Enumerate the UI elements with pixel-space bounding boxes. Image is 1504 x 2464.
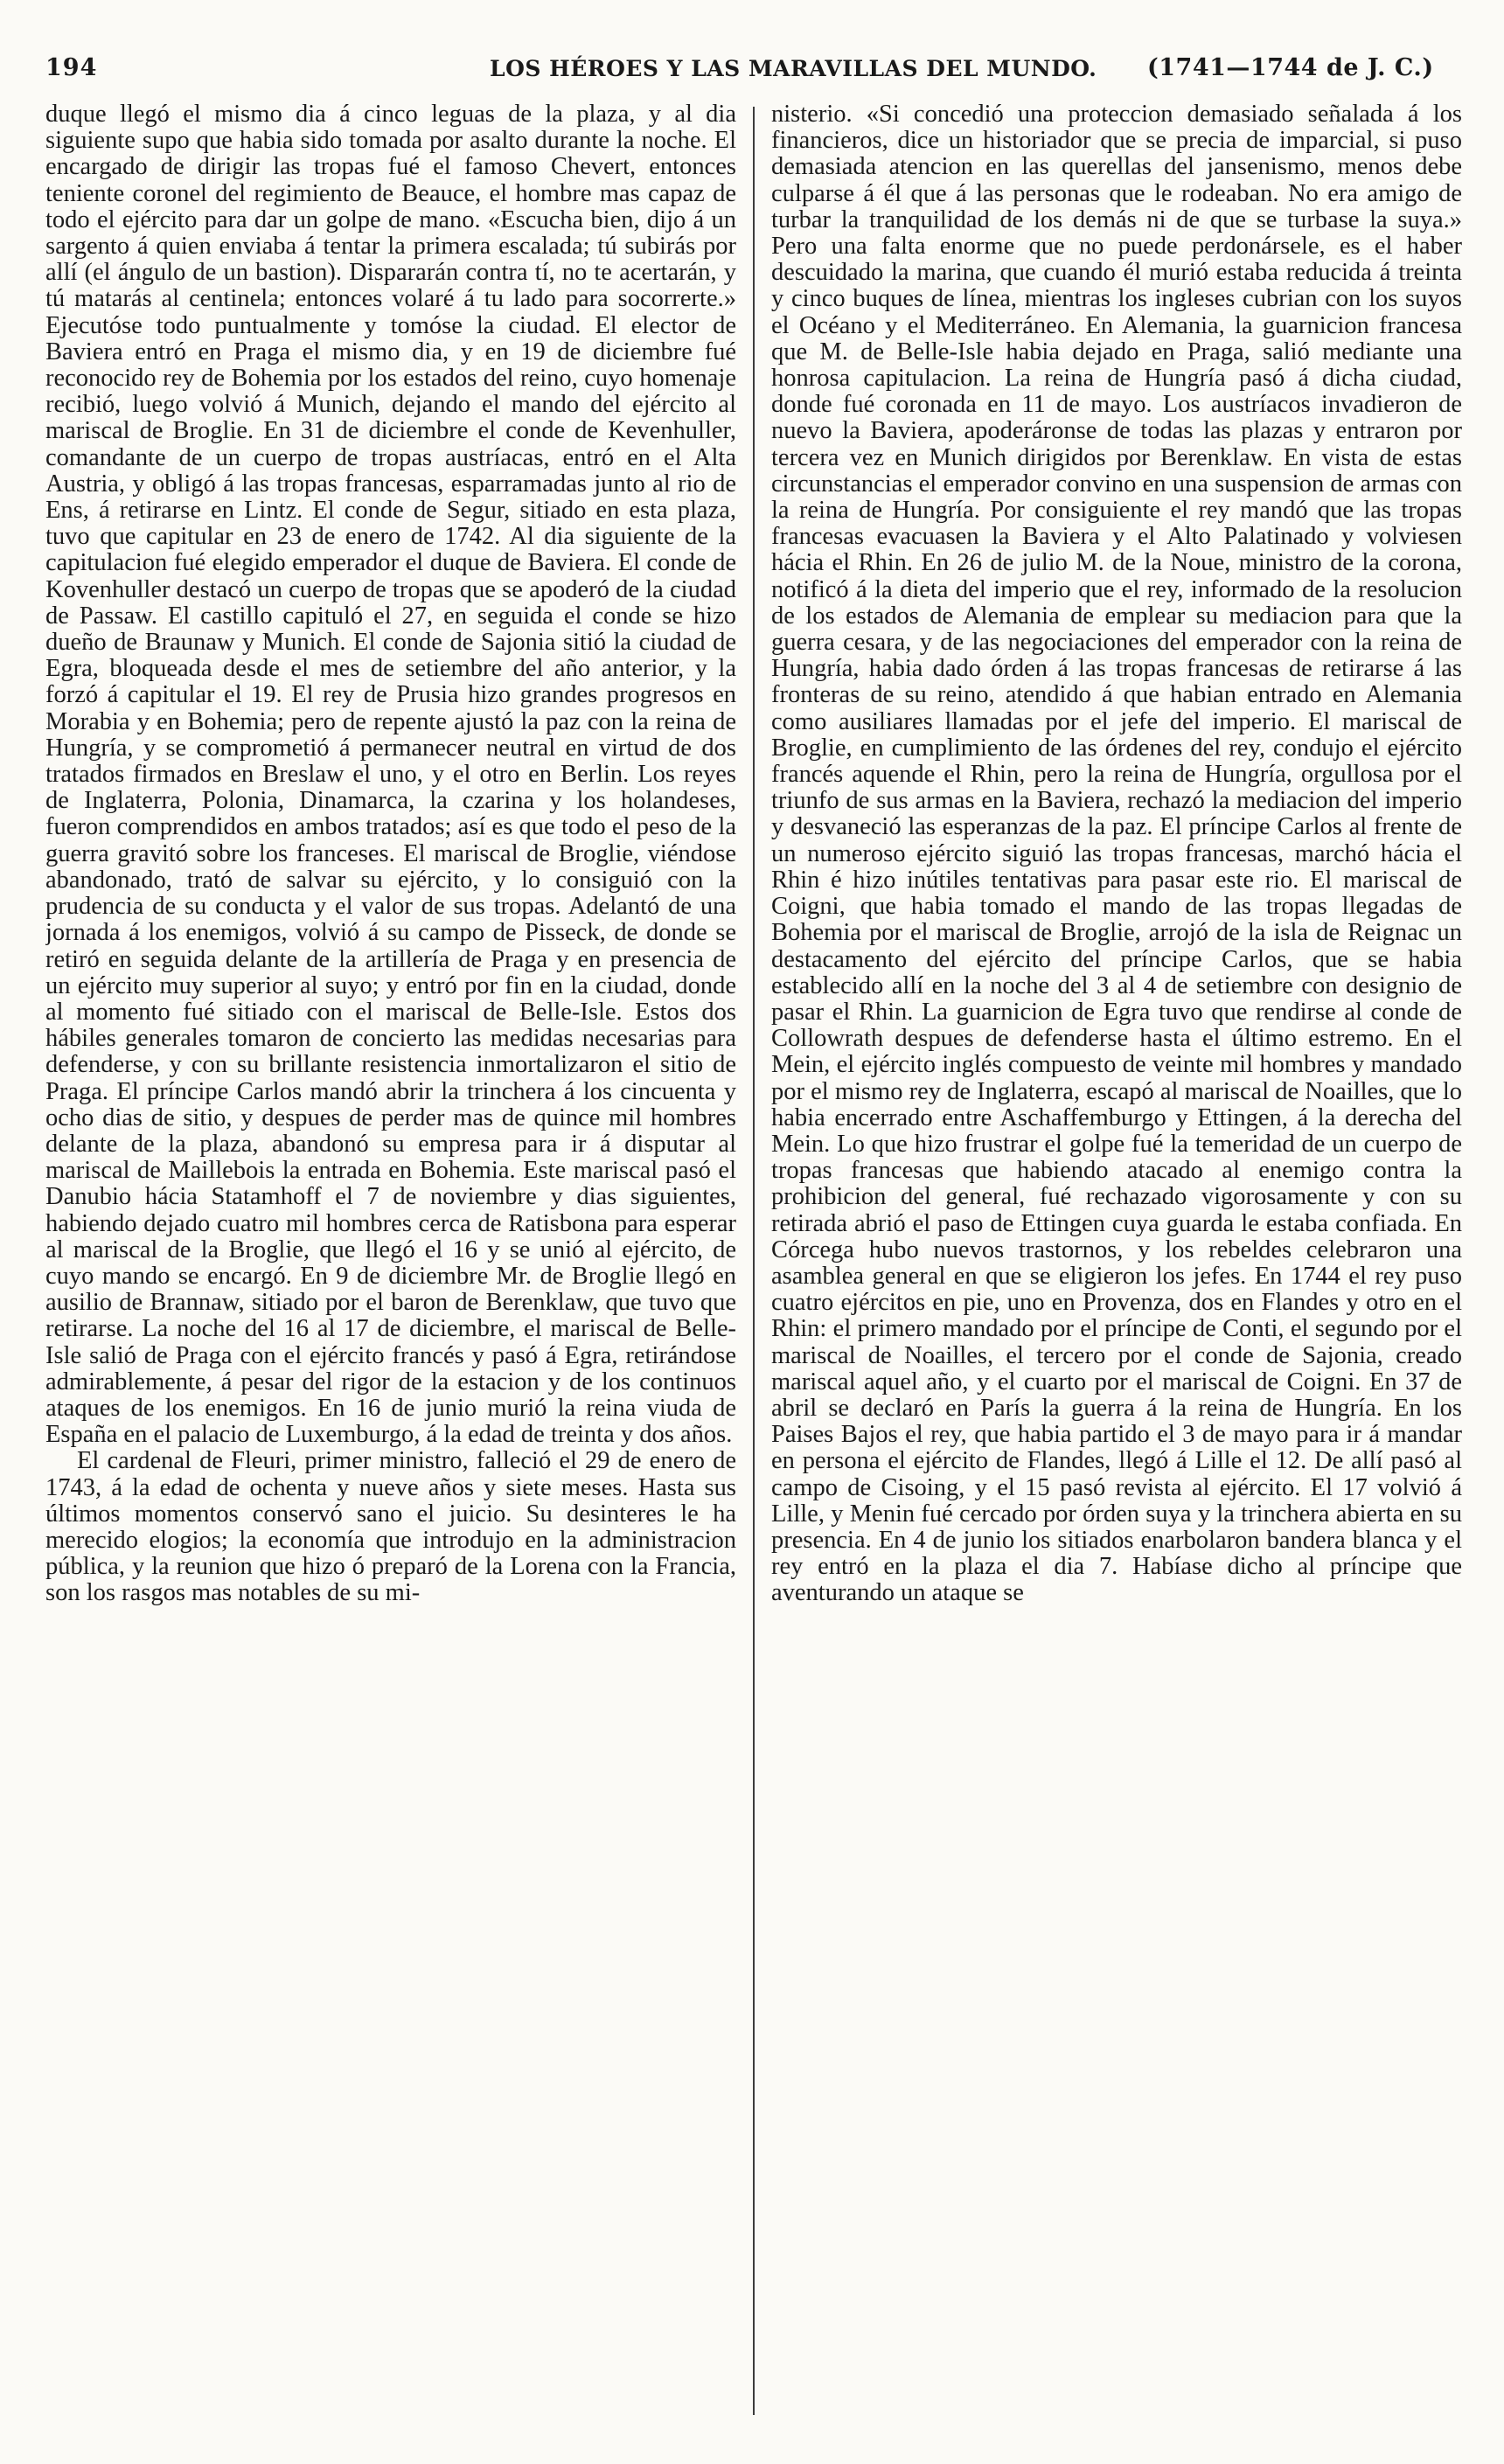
page-number: 194 <box>45 54 98 81</box>
running-title: LOS HÉROES Y LAS MARAVILLAS DEL MUNDO. <box>490 56 1097 81</box>
left-paragraph-1: duque llegó el mismo dia á cinco leguas de la plaza, y al dia siguiente supo que habia sido tomada por asalto durante la noche. El encargado de dirigir las tropas fué el famoso Chevert, entonces teniente coronel del regimiento de Beauce, el hombre mas capaz de todo el ejército para dar un golpe de mano. «Escucha bien, dijo á un sargento á quien enviaba á tentar la primera escalada; tú subirás por allí (el ángulo de un bastion). Dispararán contra tí, no te acertarán, y tú matarás al centinela; entonces volaré á tu lado para socorrerte.» Ejecutóse todo puntualmente y tomóse la ciudad. El elector de Baviera entró en Praga el mismo dia, y en 19 de diciembre fué reconocido rey de Bohemia por los estados del reino, cuyo homenaje recibió, luego volvió á Munich, dejando el mando del ejército al mariscal de Broglie. En 31 de diciembre el conde de Kevenhuller, comandante de un cuerpo de tropas austríacas, entró en el Alta Austria, y obligó á las tropas francesas, esparramadas junto al rio de Ens, á retirarse en Lintz. El conde de Segur, sitiado en esta plaza, tuvo que capitular en 23 de enero de 1742. Al dia siguiente de la capitulacion fué elegido emperador el duque de Baviera. El conde de Kovenhuller destacó un cuerpo de tropas que se apoderó de la ciudad de Passaw. El castillo capituló el 27, en seguida el conde se hizo dueño de Braunaw y Munich. El conde de Sajonia sitió la ciudad de Egra, bloqueada desde el mes de setiembre del año anterior, y la forzó á capitular el 19. El rey de Prusia hizo grandes progresos en Morabia y en Bohemia; pero de repente ajustó la paz con la reina de Hungría, y se comprometió á permanecer neutral en virtud de dos tratados firmados en Breslaw el uno, y el otro en Berlin. Los reyes de Inglaterra, Polonia, Dinamarca, la czarina y los holandeses, fueron comprendidos en ambos tratados; así es que todo el peso de la guerra gravitó sobre los franceses. El mariscal de Broglie, viéndose abandonado, trató de salvar su ejército, y lo consiguió con la prudencia de su conducta y el valor de sus tropas. Adelantó de una jornada á los enemigos, volvió á su campo de Pisseck, de donde se retiró en seguida delante de la artillería de Praga y en presencia de un ejército muy superior al suyo; y entró por fin en la ciudad, donde al momento fué sitiado con el mariscal de Belle-Isle. Estos dos hábiles generales tomaron de concierto las medidas necesarias para defenderse, y con su brillante resistencia inmortalizaron el sitio de Praga. El príncipe Carlos mandó abrir la trinchera á los cincuenta y ocho dias de sitio, y despues de perder mas de quince mil hombres delante de la plaza, abandonó su empresa para ir á disputar al mariscal de Maillebois la entrada en Bohemia. Este mariscal pasó el Danubio hácia Statamhoff el 7 de noviembre y dias siguientes, habiendo dejado cuatro mil hombres cerca de Ratisbona para esperar al mariscal de la Broglie, que llegó el 16 y se unió al ejército, de cuyo mando se encargó. En 9 de diciembre Mr. de Broglie llegó en ausilio de Brannaw, sitiado por el baron de Berenklaw, que tuvo que retirarse. La noche del 16 al 17 de diciembre, el mariscal de Belle-Isle salió de Praga con el ejército francés y pasó á Egra, retirándose admirablemente, á pesar del rigor de la estacion y de los continuos ataques de los enemigos. En 16 de junio murió la reina viuda de España en el palacio de Luxemburgo, á la edad de treinta y dos años. <box>45 101 736 1449</box>
right-paragraph-1: nisterio. «Si concedió una proteccion demasiado señalada á los financieros, dice un historiador que se precia de imparcial, si puso demasiada atencion en las querellas del jansenismo, menos debe culparse á él que á las personas que le rodeaban. No era amigo de turbar la tranquilidad de los demás ni de que se turbase la suya.» Pero una falta enorme que no puede perdonársele, es el haber descuidado la marina, que cuando él murió estaba reducida á treinta y cinco buques de línea, mientras los ingleses cubrian con los suyos el Océano y el Mediterráneo. En Alemania, la guarnicion francesa que M. de Belle-Isle habia dejado en Praga, salió mediante una honrosa capitulacion. La reina de Hungría pasó á dicha ciudad, donde fué coronada en 11 de mayo. Los austríacos invadieron de nuevo la Baviera, apoderáronse de todas las plazas y entraron por tercera vez en Munich dirigidos por Berenklaw. En vista de estas circunstancias el emperador convino en una suspension de armas con la reina de Hungría. Por consiguiente el rey mandó que las tropas francesas evacuasen la Baviera y el Alto Palatinado y volviesen hácia el Rhin. En 26 de julio M. de la Noue, ministro de la corona, notificó á la dieta del imperio que el rey, informado de la resolucion de los estados de Alemania de emplear su mediacion para que la guerra cesara, y de las negociaciones del emperador con la reina de Hungría, habia dado órden á las tropas francesas de retirarse á las fronteras de su reino, atendido á que habian entrado en Alemania como ausiliares llamadas por el jefe del imperio. El mariscal de Broglie, en cumplimiento de las órdenes del rey, condujo el ejército francés aquende el Rhin, pero la reina de Hungría, orgullosa por el triunfo de sus armas en la Baviera, rechazó la mediacion del imperio y desvaneció las esperanzas de la paz. El príncipe Carlos al frente de un numeroso ejército siguió las tropas francesas, marchó hácia el Rhin é hizo inútiles tentativas para pasar este rio. El mariscal de Coigni, que habia tomado el mando de las tropas llegadas de Bohemia por el mariscal de Broglie, arrojó de la isla de Reignac un destacamento del ejército del príncipe Carlos, que se habia establecido allí en la noche del 3 al 4 de setiembre con designio de pasar el Rhin. La guarnicion de Egra tuvo que rendirse al conde de Collowrath despues de defenderse hasta el último estremo. En el Mein, el ejército inglés compuesto de veinte mil hombres y mandado por el mismo rey de Inglaterra, escapó al mariscal de Noailles, que lo habia encerrado entre Aschaffemburgo y Ettingen, á la derecha del Mein. Lo que hizo frustrar el golpe fué la temeridad de un cuerpo de tropas francesas que habiendo atacado al enemigo contra la prohibicion del general, fué rechazado vigorosamente y con su retirada abrió el paso de Ettingen cuya guarda le estaba confiada. En Córcega hubo nuevos trastornos, y los rebeldes celebraron una asamblea general en que se eligieron los jefes. En 1744 el rey puso cuatro ejércitos en pie, uno en Provenza, dos en Flandes y otro en el Rhin: el primero mandado por el príncipe de Conti, el segundo por el mariscal de Noailles, el tercero por el conde de Sajonia, creado mariscal aquel año, y el cuarto por el mariscal de Coigni. En 37 de abril se declaró en París la guerra á la reina de Hungría. En los Paises Bajos el rey, que habia partido el 3 de mayo para ir á mandar en persona el ejército de Flandes, llegó á Lille el 12. De allí pasó al campo de Cisoing, y el 15 pasó revista al ejército. El 17 volvió á Lille, y Menin fué cercado por órden suya y la trinchera abierta en su presencia. En 4 de junio los sitiados enarbolaron bandera blanca y el rey entró en la plaza el dia 7. Habíase dicho al príncipe que aventurando un ataque se <box>771 101 1462 1607</box>
left-paragraph-2: El cardenal de Fleuri, primer ministro, falleció el 29 de enero de 1743, á la edad de ochenta y nueve años y siete meses. Hasta sus últimos momentos conservó sano el juicio. Su desinteres le ha merecido elogios; la economía que introdujo en la administracion pública, y la reunion que hizo ó preparó de la Lorena con la Francia, son los rasgos mas notables de su mi- <box>45 1447 736 1607</box>
running-head <box>45 54 1471 89</box>
column-divider <box>753 107 755 2415</box>
running-date-range: (1741—1744 de J. C.) <box>1147 54 1434 81</box>
right-text-column <box>771 101 1462 2427</box>
left-text-column <box>45 101 736 2427</box>
